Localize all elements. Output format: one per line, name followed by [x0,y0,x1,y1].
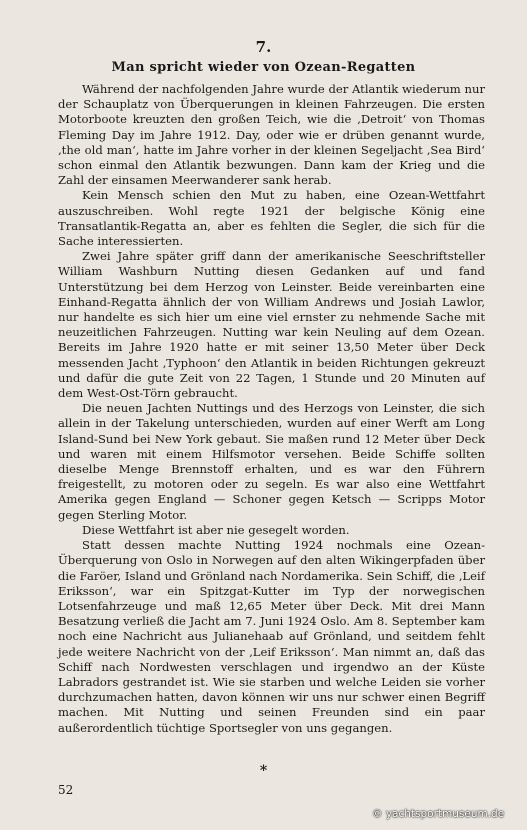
page-number: 52 [58,783,74,797]
paragraph: Statt dessen machte Nutting 1924 nochmals eine Ozean-Überquerung von Oslo in Norwegen auf den alten Wikingerpfaden über die Faröer, Island und Grönland nach Nordamerika. Sein Schiff, die ‚Leif Eriksson‘, war ein Spitzgat-Kutter im Typ der norwegischen Lotsenfahrzeuge und maß 12,65 Meter über Deck. Mit drei Mann Besatzung verließ die Jacht am 7. Juni 1924 Oslo. Am 8. September kam noch eine Nachricht aus Julianehaab auf Grönland, und seitdem fehlt jede weitere Nachricht von der ‚Leif Eriksson‘. Man nimmt an, daß das Schiff nach Nordwesten verschlagen und irgendwo an der Küste Labradors gestrandet ist. Wie sie starben und welche Leiden sie vorher durchzumachen hatten, davon können wir uns nur schwer einen Begriff machen. Mit Nutting und seinen Freunden sind ein paar außerordentlich tüchtige Sportsegler von uns gegangen. [58,538,485,735]
chapter-body [58,82,485,736]
paragraph: Kein Mensch schien den Mut zu haben, eine Ozean-Wettfahrt auszuschreiben. Wohl regte 1921 der belgische König eine Transatlantik-Regatta an, aber es fehlten die Segler, die sich für die Sache interessierten. [58,188,485,249]
section-separator: * [259,763,268,779]
copyright-watermark: © yachtsportmuseum.de [372,808,505,820]
paragraph: Diese Wettfahrt ist aber nie gesegelt worden. [82,522,350,537]
paragraph: Während der nachfolgenden Jahre wurde der Atlantik wiederum nur der Schauplatz von Überquerungen in kleinen Fahrzeugen. Die ersten Motorboote kreuzten den großen Teich, wie die ‚Detroit‘ von Thomas Fleming Day im Jahre 1912. Day, oder wie er drüben genannt wurde, ‚the old man‘, hatte im Jahre vorher in der kleinen Segeljacht ‚Sea Bird‘ schon einmal den Atlantik bezwungen. Dann kam der Krieg und die Zahl der einsamen Meerwanderer sank herab. [58,82,485,188]
chapter-number: 7. [255,38,272,56]
paragraph: Zwei Jahre später griff dann der amerikanische Seeschriftsteller William Washburn Nutting diesen Gedanken auf und fand Unterstützung bei dem Herzog von Leinster. Beide vereinbarten eine Einhand-Regatta ähnlich der von William Andrews und Josiah Lawlor, nur handelte es sich hier um eine viel ernster zu nehmende Sache mit neuzeitlichen Fahrzeugen. Nutting war kein Neuling auf dem Ozean. Bereits im Jahre 1920 hatte er mit seiner 13,50 Meter über Deck messenden Jacht ‚Typhoon‘ den Atlantik in beiden Richtungen gekreuzt und dafür die gute Zeit von 22 Tagen, 1 Stunde und 20 Minuten auf dem West-Ost-Törn gebraucht. [58,249,485,401]
paragraph: Die neuen Jachten Nuttings und des Herzogs von Leinster, die sich allein in der Takelung unterschieden, wurden auf einer Werft am Long Island-Sund bei New York gebaut. Sie maßen rund 12 Meter über Deck und waren mit einem Hilfsmotor versehen. Beide Schiffe sollten dieselbe Menge Brennstoff erhalten, und es war den Führern freigestellt, zu motoren oder zu segeln. Es war also eine Wettfahrt Amerika gegen England — Schoner gegen Ketsch — Scripps Motor gegen Sterling Motor. [58,401,485,522]
chapter-title: Man spricht wieder von Ozean-Regatten [111,60,416,75]
